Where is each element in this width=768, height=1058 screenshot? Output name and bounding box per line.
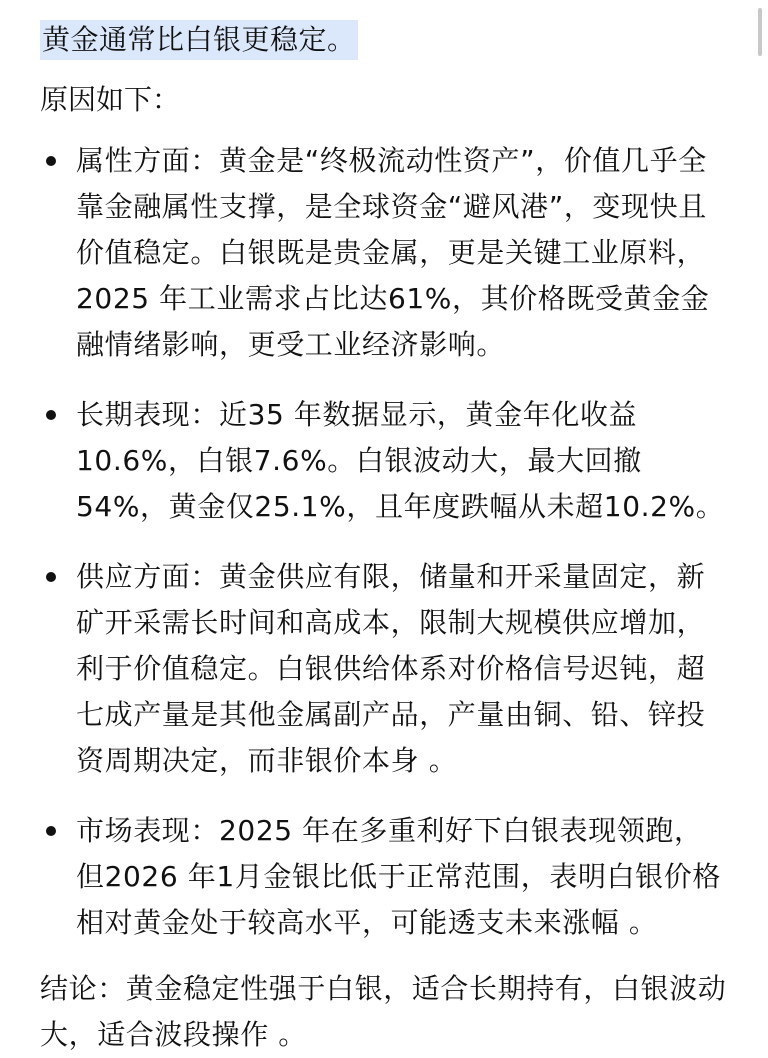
conclusion-text: 结论：黄金稳定性强于白银，适合长期持有，白银波动大，适合波段操作 。 — [40, 972, 727, 1051]
bullet-dot-icon — [46, 572, 56, 582]
bullet-dot-icon — [46, 410, 56, 420]
reason-item-market — [40, 808, 730, 946]
reason-item-attributes — [40, 138, 730, 368]
reason-item-supply — [40, 554, 730, 784]
chat-message — [40, 18, 730, 1058]
reason-text: 市场表现：2025 年在多重利好下白银表现领跑，但2026 年1月金银比低于正常范围，表明白银价格相对黄金处于较高水平，可能透支未来涨幅 。 — [76, 814, 721, 939]
reason-item-long-term — [40, 392, 730, 530]
headline-row — [40, 18, 730, 62]
scrollbar-thumb[interactable] — [758, 8, 762, 56]
reason-text: 供应方面：黄金供应有限，储量和开采量固定，新矿开采需长时间和高成本，限制大规模供应增加，利于价值稳定。白银供给体系对价格信号迟钝，超七成产量是其他金属副产品，产量由铜、铅、锌投资周期决定，而非银价本身 。 — [76, 560, 706, 777]
highlighted-headline[interactable]: 黄金通常比白银更稳定。 — [40, 20, 358, 60]
intro-text: 原因如下： — [40, 83, 181, 116]
bullet-dot-icon — [46, 156, 56, 166]
reason-list — [40, 138, 730, 946]
bullet-dot-icon — [46, 826, 56, 836]
reason-text: 长期表现：近35 年数据显示，黄金年化收益10.6%，白银7.6%。白银波动大，最大回撤54%，黄金仅25.1%，且年度跌幅从未超10.2%。 — [76, 398, 725, 523]
reason-text: 属性方面：黄金是“终极流动性资产”，价值几乎全靠金融属性支撑，是全球资金“避风港”，变现快且价值稳定。白银既是贵金属，更是关键工业原料，2025 年工业需求占比达61%，其价格既受黄金金融情绪影响，更受工业经济影响。 — [76, 144, 710, 361]
